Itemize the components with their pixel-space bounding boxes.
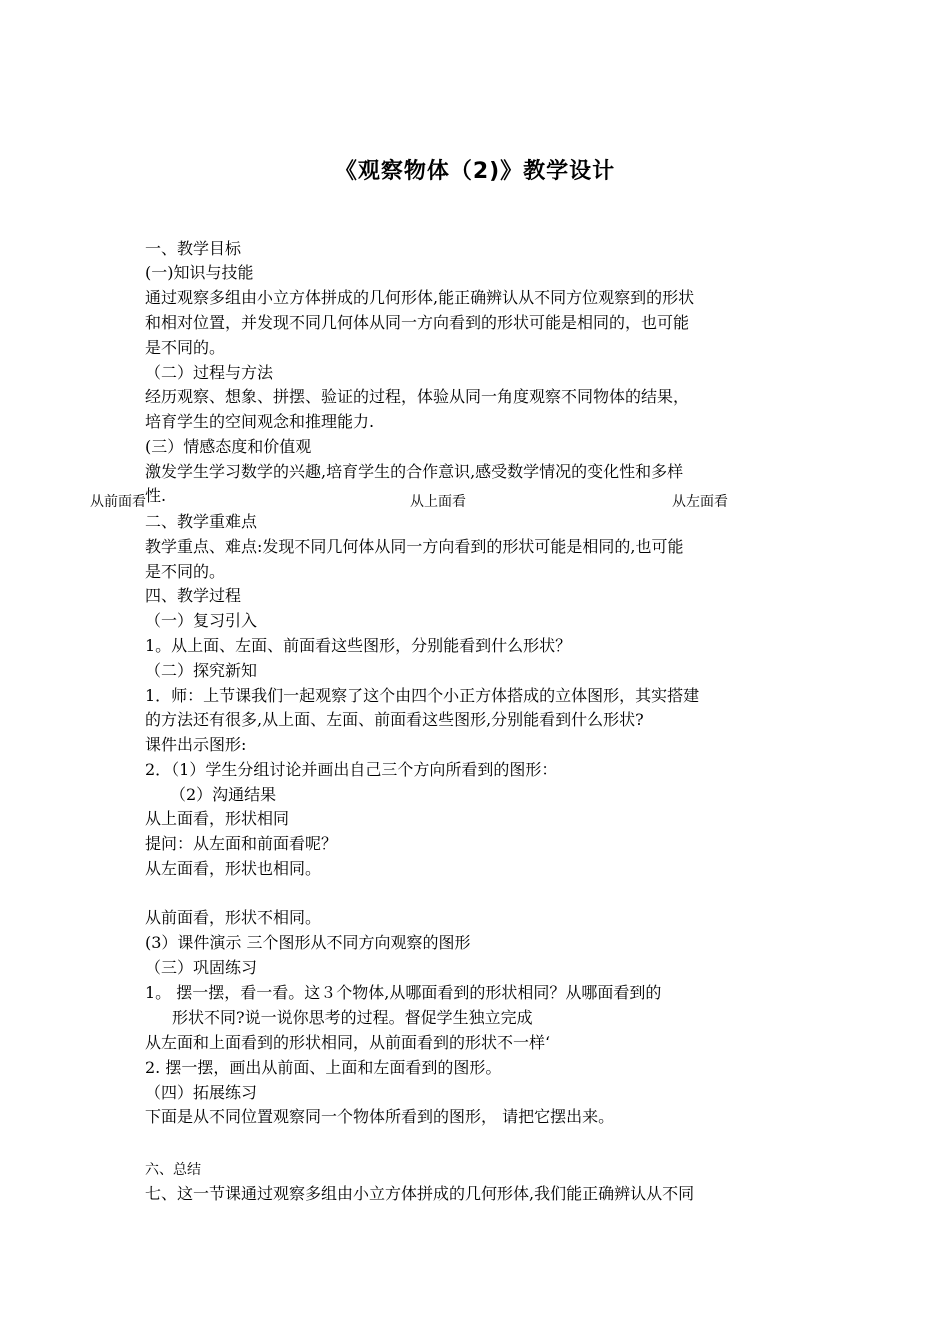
text-line: 性. xyxy=(145,486,167,505)
section-heading: 六、总结 xyxy=(145,1162,201,1178)
text-line: （二）过程与方法 xyxy=(145,363,274,382)
text-line: 的方法还有很多,从上面、左面、前面看这些图形,分别能看到什么形状? xyxy=(145,710,644,729)
text-line: （二）探究新知 xyxy=(145,661,258,680)
text-line: (一)知识与技能 xyxy=(145,263,254,282)
figure-label-front: 从前面看 xyxy=(90,494,146,510)
text-line: 从上面看，形状相同 xyxy=(145,809,290,828)
text-line: 下面是从不同位置观察同一个物体所看到的图形， 请把它摆出来。 xyxy=(145,1107,615,1126)
text-line: 教学重点、难点:发现不同几何体从同一方向看到的形状可能是相同的,也可能 xyxy=(145,537,684,556)
text-line: （一）复习引入 xyxy=(145,611,258,630)
text-line: 和相对位置，并发现不同几何体从同一方向看到的形状可能是相同的，也可能 xyxy=(145,313,690,332)
text-line: 从前面看，形状不相同。 xyxy=(145,908,322,927)
text-line: 激发学生学习数学的兴趣,培育学生的合作意识,感受数学情况的变化性和多样 xyxy=(145,462,684,481)
text-line: (三）情感态度和价值观 xyxy=(145,437,312,456)
section-heading: 二、教学重难点 xyxy=(145,512,258,531)
page-title: 《观察物体（2)》教学设计 xyxy=(334,159,616,184)
text-line: 通过观察多组由小立方体拼成的几何形体,能正确辨认从不同方位观察到的形状 xyxy=(145,288,695,307)
text-line: 培育学生的空间观念和推理能力. xyxy=(145,412,375,431)
text-line: 七、这一节课通过观察多组由小立方体拼成的几何形体,我们能正确辨认从不同 xyxy=(145,1184,695,1203)
text-line: 是不同的。 xyxy=(145,338,226,357)
text-line: 2. 摆一摆，画出从前面、上面和左面看到的图形。 xyxy=(145,1058,502,1077)
text-line: （三）巩固练习 xyxy=(145,958,258,977)
text-line: 形状不同?说一说你思考的过程。督促学生独立完成 xyxy=(172,1008,533,1027)
text-line: 经历观察、想象、拼摆、验证的过程，体验从同一角度观察不同物体的结果， xyxy=(145,387,690,406)
text-line: 1。 摆一摆，看一看。这３个物体,从哪面看到的形状相同？从哪面看到的 xyxy=(145,983,662,1002)
text-line: 是不同的。 xyxy=(145,562,226,581)
text-line: 从左面和上面看到的形状相同，从前面看到的形状不一样‘ xyxy=(145,1033,551,1052)
text-line: （四）拓展练习 xyxy=(145,1083,258,1102)
text-line: (3）课件演示 三个图形从不同方向观察的图形 xyxy=(145,933,471,952)
text-line: 1。从上面、左面、前面看这些图形，分别能看到什么形状？ xyxy=(145,636,572,655)
figure-label-top: 从上面看 xyxy=(410,494,466,510)
text-line: 课件出示图形: xyxy=(145,735,247,754)
figure-label-left: 从左面看 xyxy=(672,494,728,510)
text-line: （2）沟通结果 xyxy=(170,785,277,804)
section-heading: 四、教学过程 xyxy=(145,586,242,605)
text-line: 从左面看，形状也相同。 xyxy=(145,859,322,878)
text-line: 2．（1）学生分组讨论并画出自己三个方向所看到的图形： xyxy=(145,760,558,779)
text-line: 提问：从左面和前面看呢？ xyxy=(145,834,338,853)
text-line: 1．师：上节课我们一起观察了这个由四个小正方体搭成的立体图形，其实搭建 xyxy=(145,686,700,705)
text-line: 一、教学目标 xyxy=(145,239,242,258)
